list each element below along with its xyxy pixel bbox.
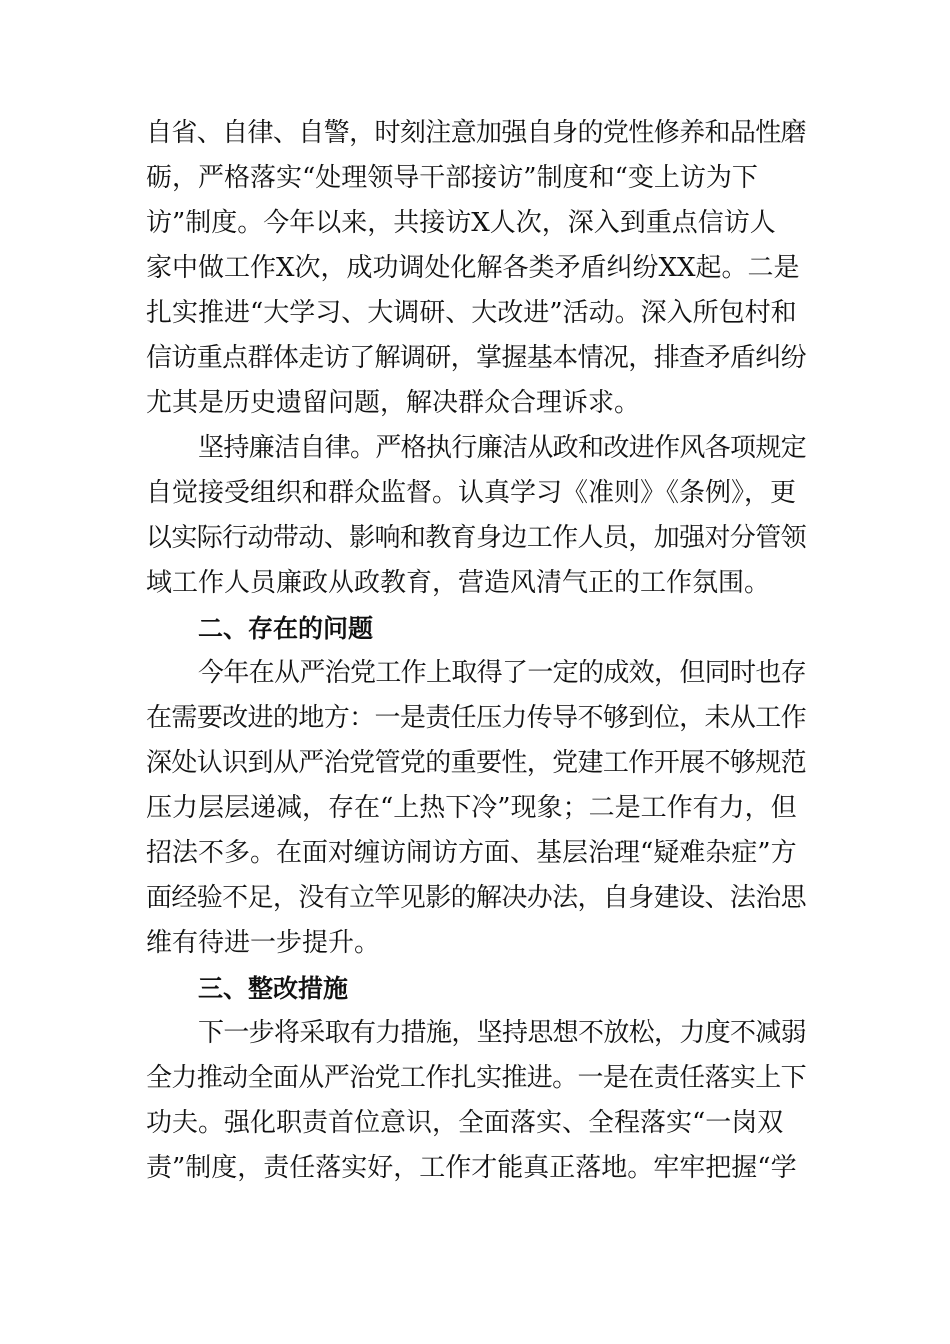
paragraph-line: 压力层层递减，存在“上热下冷”现象；二是工作有力，但 <box>146 793 797 823</box>
paragraph-line: 自觉接受组织和群众监督。认真学习《准则》《条例》，更 <box>146 478 797 508</box>
paragraph-line: 尤其是历史遗留问题，解决群众合理诉求。 <box>146 388 641 418</box>
paragraph-line: 招法不多。在面对缠访闹访方面、基层治理“疑难杂症”方 <box>146 838 797 868</box>
paragraph-line: 面经验不足，没有立竿见影的解决办法，自身建设、法治思 <box>146 883 807 913</box>
paragraph-line: 全力推动全面从严治党工作扎实推进。一是在责任落实上下 <box>146 1063 807 1093</box>
paragraph-line: 以实际行动带动、影响和教育身边工作人员，加强对分管领 <box>146 523 807 553</box>
paragraph-line: 在需要改进的地方：一是责任压力传导不够到位，未从工作 <box>146 703 807 733</box>
section-heading: 三、整改措施 <box>198 974 349 1003</box>
paragraph-line: 下一步将采取有力措施，坚持思想不放松，力度不减弱 <box>198 1018 807 1048</box>
paragraph-line: 访”制度。今年以来，共接访X人次，深入到重点信访人 <box>146 208 776 238</box>
paragraph-line: 自省、自律、自警，时刻注意加强自身的党性修养和品性磨 <box>146 118 807 148</box>
paragraph-line: 家中做工作X次，成功调处化解各类矛盾纠纷XX起。二是 <box>146 253 800 283</box>
paragraph-line: 深处认识到从严治党管党的重要性，党建工作开展不够规范 <box>146 748 807 778</box>
paragraph-line: 责”制度，责任落实好，工作才能真正落地。牢牢把握“学 <box>146 1153 797 1183</box>
paragraph-line: 今年在从严治党工作上取得了一定的成效，但同时也存 <box>198 658 807 688</box>
paragraph-line: 域工作人员廉政从政教育，营造风清气正的工作氛围。 <box>146 568 771 598</box>
paragraph-line: 信访重点群体走访了解调研，掌握基本情况，排查矛盾纠纷 <box>146 343 807 373</box>
paragraph-line: 坚持廉洁自律。严格执行廉洁从政和改进作风各项规定 <box>198 433 807 463</box>
paragraph-line: 砺，严格落实“处理领导干部接访”制度和“变上访为下 <box>146 163 758 193</box>
paragraph-line: 维有待进一步提升。 <box>146 928 381 958</box>
paragraph-line: 功夫。强化职责首位意识，全面落实、全程落实“一岗双 <box>146 1108 784 1138</box>
paragraph-line: 扎实推进“大学习、大调研、大改进”活动。深入所包村和 <box>146 298 797 328</box>
section-heading: 二、存在的问题 <box>198 614 374 643</box>
